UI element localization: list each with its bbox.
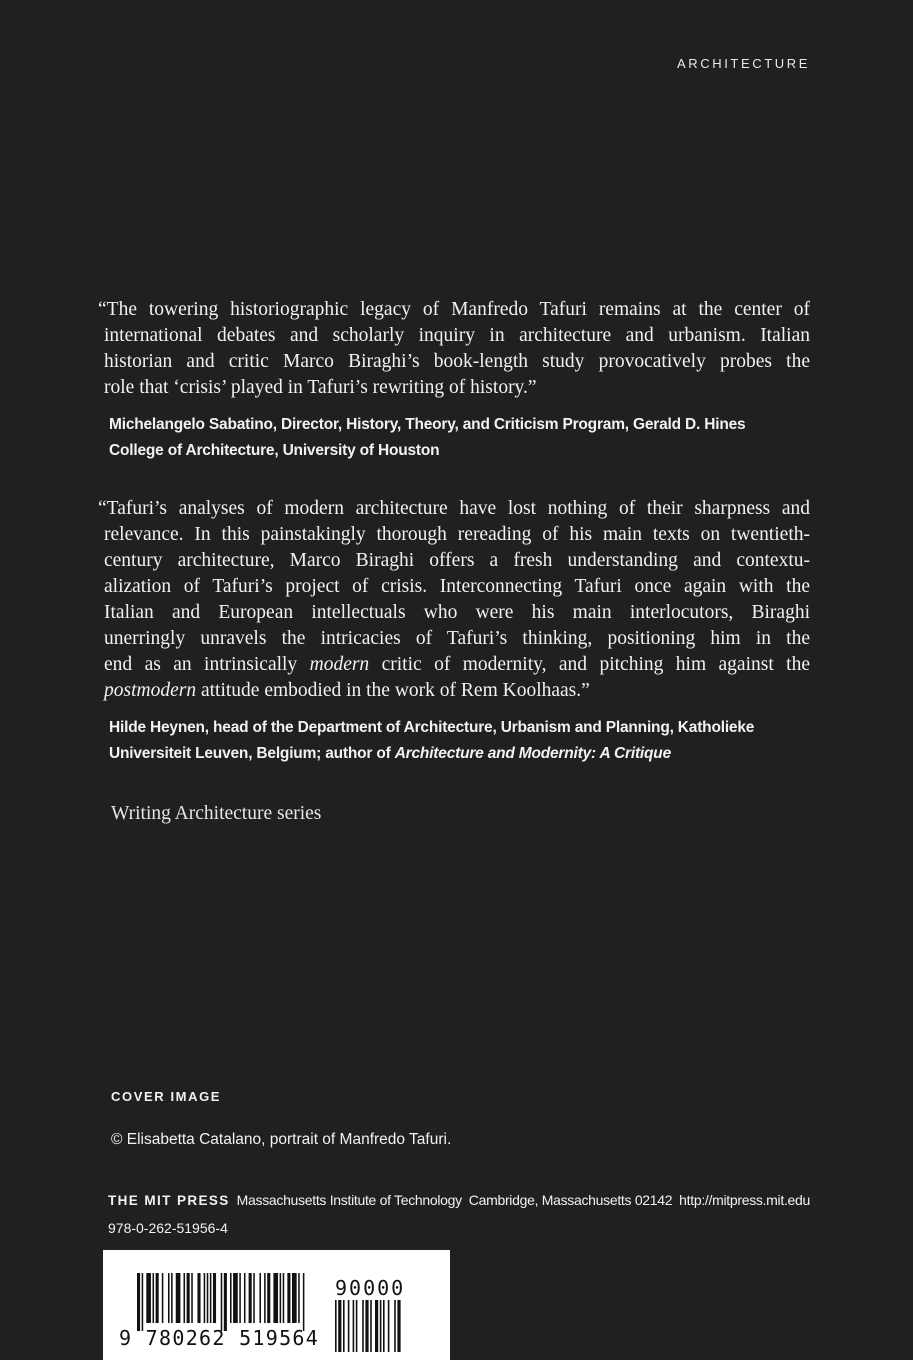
barcode-bar	[221, 1273, 223, 1331]
barcode-bar	[146, 1273, 151, 1323]
barcode-bar	[142, 1273, 144, 1331]
barcode	[103, 1250, 450, 1360]
attribution-line: Michelangelo Sabatino, Director, History, Theory, and Criticism Program, Gerald D. Hines	[109, 416, 746, 433]
publisher-address: Cambridge, Massachusetts 02142	[468, 1192, 673, 1208]
publisher-institute: Massachusetts Institute of Technology	[236, 1192, 462, 1208]
barcode-bar	[343, 1300, 345, 1352]
barcode-bar	[338, 1300, 341, 1352]
barcode-bar	[383, 1300, 385, 1352]
barcode-bar	[370, 1300, 372, 1352]
barcode-bar	[224, 1273, 227, 1331]
barcode-bar	[335, 1300, 337, 1352]
barcode-bar	[298, 1273, 300, 1323]
barcode-bar	[280, 1273, 282, 1323]
quote-emphasis: postmodern	[104, 680, 197, 701]
book-title: Architecture and Modernity: A Critique	[394, 745, 671, 762]
barcode-bar	[156, 1273, 159, 1323]
barcode-bar	[353, 1300, 355, 1352]
publisher-name: THE MIT PRESS	[108, 1193, 230, 1208]
attribution-sabatino	[109, 412, 811, 464]
barcode-bar	[287, 1273, 290, 1323]
barcode-bar	[394, 1300, 396, 1352]
barcode-bar	[187, 1273, 190, 1323]
barcode-bar	[253, 1273, 255, 1323]
isbn: 978-0-262-51956-4	[108, 1220, 228, 1236]
quote-text: end as an intrinsically	[104, 654, 310, 675]
cover-image-label: COVER IMAGE	[111, 1089, 222, 1104]
quote-heynen	[98, 496, 810, 704]
barcode-bar	[191, 1273, 193, 1323]
barcode-bar	[233, 1273, 238, 1323]
quote-line	[104, 652, 810, 678]
barcode-bar	[204, 1273, 206, 1323]
quote-line: role that ‘crisis’ played in Tafuri’s rewriting of history.”	[104, 377, 537, 398]
barcode-bar	[356, 1300, 358, 1352]
quote-line: “The towering historiographic legacy of Manfredo Tafuri remains at the center of	[98, 299, 810, 320]
barcode-bar	[184, 1273, 186, 1323]
quote-line: “Tafuri’s analyses of modern architecture have lost nothing of their sharpness and	[98, 498, 810, 519]
barcode-bar	[264, 1273, 266, 1323]
attribution-line: Hilde Heynen, head of the Department of Architecture, Urbanism and Planning, Katholieke	[109, 719, 755, 736]
barcode-bar	[397, 1300, 400, 1352]
barcode-bar	[348, 1300, 350, 1352]
quote-emphasis: modern	[309, 654, 370, 675]
barcode-bar	[171, 1273, 173, 1323]
publisher-info	[108, 1192, 810, 1208]
quote-line: unerringly unravels the intricacies of Tafuri’s thinking, positioning him in the	[104, 628, 810, 649]
barcode-bar	[197, 1273, 200, 1323]
barcode-bar	[362, 1300, 364, 1352]
barcode-bar	[168, 1273, 170, 1323]
barcode-bar	[273, 1273, 278, 1323]
barcode-addon-digits: 90000	[335, 1276, 406, 1300]
barcode-bar	[259, 1273, 261, 1323]
attribution-line: College of Architecture, University of Houston	[109, 442, 440, 459]
cover-image-credit: © Elisabetta Catalano, portrait of Manfredo Tafuri.	[111, 1131, 452, 1148]
barcode-bar	[162, 1273, 164, 1323]
barcode-bar	[244, 1273, 246, 1323]
attribution-heynen	[109, 715, 811, 767]
barcode-bar	[365, 1300, 368, 1352]
barcode-bar	[375, 1300, 378, 1352]
series-name: Writing Architecture series	[111, 803, 322, 824]
barcode-bar	[303, 1273, 305, 1331]
attribution-text: Universiteit Leuven, Belgium; author of	[109, 745, 395, 762]
barcode-bar	[230, 1273, 232, 1323]
barcode-bar	[292, 1273, 297, 1323]
barcode-digits: 9 780262 519564	[119, 1326, 320, 1350]
category-label: ARCHITECTURE	[676, 56, 810, 71]
quote-line: Italian and European intellectuals who were his main interlocutors, Biraghi	[104, 602, 810, 623]
publisher-url: http://mitpress.mit.edu	[679, 1192, 810, 1208]
barcode-bar	[249, 1273, 252, 1323]
quote-line: century architecture, Marco Biraghi offers a fresh understanding and contextu-	[104, 550, 810, 571]
barcode-bar	[207, 1273, 209, 1323]
barcode-bar	[137, 1273, 140, 1331]
quote-sabatino	[98, 297, 810, 401]
barcode-bar	[283, 1273, 285, 1323]
attribution-line	[109, 741, 811, 767]
quote-line: alization of Tafuri’s project of crisis. Interconnecting Tafuri once again with the	[104, 576, 810, 597]
barcode-bar	[267, 1273, 270, 1323]
barcode-bar	[213, 1273, 216, 1323]
quote-line	[104, 678, 810, 704]
barcode-bar	[388, 1300, 390, 1352]
barcode-bar	[210, 1273, 212, 1323]
quote-line: international debates and scholarly inquiry in architecture and urbanism. Italian	[104, 325, 810, 346]
quote-line: historian and critic Marco Biraghi’s book-length study provocatively probes the	[104, 351, 810, 372]
barcode-bar	[380, 1300, 382, 1352]
quote-text: critic of modernity, and pitching him against the	[369, 654, 810, 675]
barcode-bar	[153, 1273, 155, 1323]
quote-line: relevance. In this painstakingly thorough rereading of his main texts on twentieth-	[104, 524, 810, 545]
quote-text: attitude embodied in the work of Rem Koolhaas.”	[196, 680, 590, 701]
barcode-bar	[239, 1273, 241, 1323]
barcode-bar	[176, 1273, 181, 1323]
